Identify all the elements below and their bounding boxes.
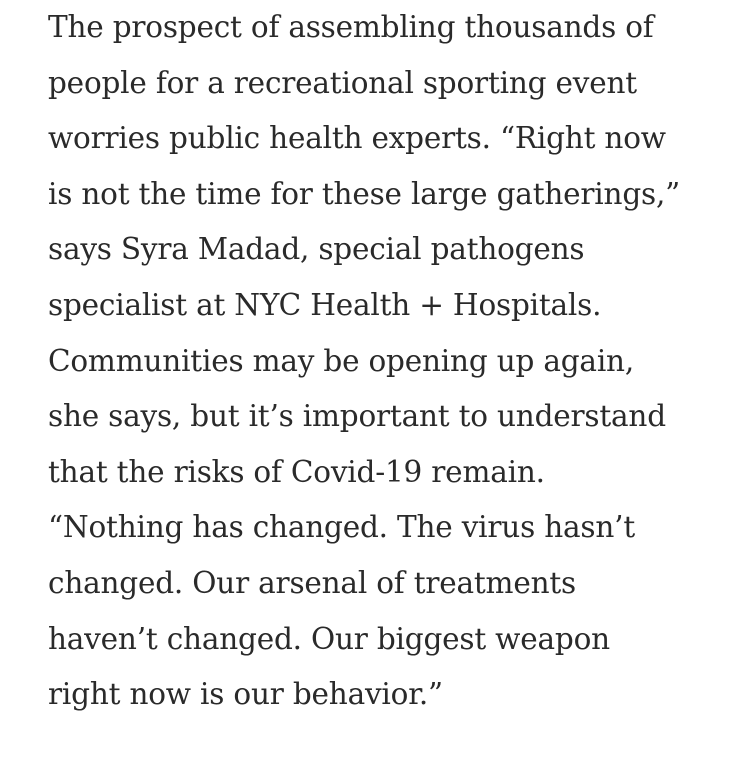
- paragraph-line: worries public health experts. “Right now: [48, 121, 666, 156]
- paragraph-line: people for a recreational sporting event: [48, 65, 637, 100]
- paragraph-line: specialist at NYC Health + Hospitals.: [48, 287, 602, 322]
- paragraph-line: The prospect of assembling thousands of: [48, 10, 654, 44]
- paragraph-line: changed. Our arsenal of treatments: [48, 565, 576, 600]
- paragraph-line: is not the time for these large gatherings,”: [48, 176, 681, 211]
- article-paragraph: [48, 0, 738, 723]
- paragraph-line: “Nothing has changed. The virus hasn’t: [48, 510, 635, 545]
- paragraph-line: right now is our behavior.”: [48, 677, 443, 712]
- paragraph-line: that the risks of Covid-19 remain.: [48, 454, 545, 489]
- paragraph-line: Communities may be opening up again,: [48, 343, 635, 378]
- paragraph-line: she says, but it’s important to understand: [48, 399, 666, 434]
- paragraph-line: says Syra Madad, special pathogens: [48, 232, 585, 267]
- paragraph-line: haven’t changed. Our biggest weapon: [48, 621, 610, 656]
